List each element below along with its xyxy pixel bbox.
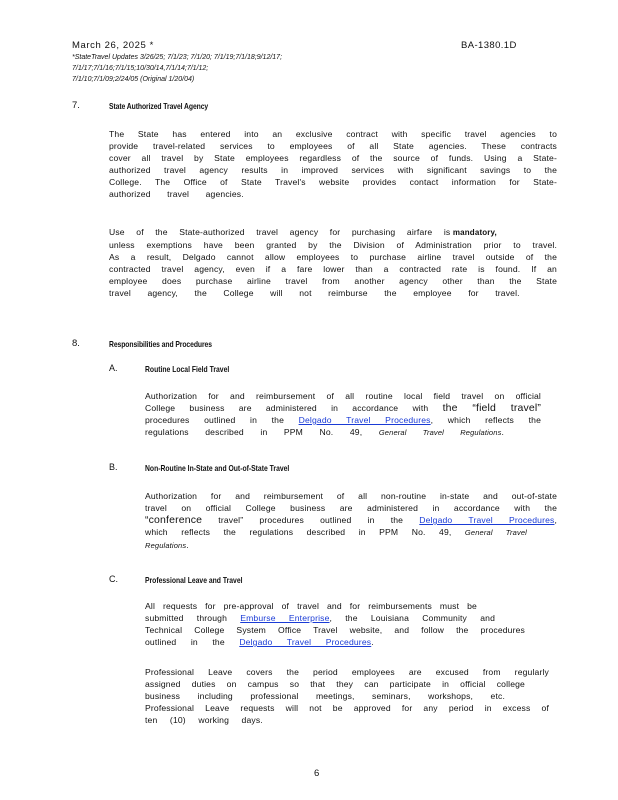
text-line: As a result, Delgado cannot allow employees to purchase airline travel outside of the bbox=[109, 252, 557, 262]
text-line: authorized travel agencies. bbox=[109, 189, 244, 199]
text-run: , which reflects the bbox=[430, 415, 542, 425]
text-run: Regulations bbox=[145, 541, 187, 550]
text-line: travel agency, the College will not reimburse the employee for travel. bbox=[109, 288, 520, 298]
text-line bbox=[145, 612, 525, 624]
section-7-paragraph-1 bbox=[109, 128, 557, 200]
subsection-b-title: Non-Routine In-State and Out-of-State Travel bbox=[145, 463, 290, 473]
emburse-enterprise-link[interactable]: Emburse Enterprise bbox=[240, 613, 330, 623]
text-line: employee does purchase airline travel from another agency other than the State bbox=[109, 276, 557, 286]
text-line: cover all travel by State employees regardless of the source of funds. Using a State- bbox=[109, 153, 557, 163]
delgado-travel-procedures-link[interactable]: Delgado Travel Procedures bbox=[419, 515, 555, 525]
text-line: Professional Leave requests will not be approved for any period in excess of bbox=[145, 703, 549, 713]
text-line bbox=[145, 514, 557, 526]
text-line: The State has entered into an exclusive contract with specific travel agencies to bbox=[109, 129, 557, 139]
subsection-c-title: Professional Leave and Travel bbox=[145, 575, 243, 585]
text-run: . bbox=[186, 540, 189, 550]
text-run: . bbox=[371, 637, 374, 647]
text-line: ten (10) working days. bbox=[145, 715, 263, 725]
text-run: regulations described in PPM No. 49, bbox=[145, 427, 363, 437]
text-line bbox=[145, 539, 557, 552]
page-number: 6 bbox=[314, 768, 320, 779]
text-line: College. The Office of State Travel's website provides contact information for State- bbox=[109, 177, 557, 187]
updates-line: 7/1/10;7/1/09;2/24/05 (Original 1/20/04) bbox=[72, 76, 195, 83]
text-line: unless exemptions have been granted by the Division of Administration prior to travel. bbox=[109, 240, 557, 250]
text-line: authorized travel agency results in improved services with significant savings to the bbox=[109, 165, 557, 175]
mandatory-emphasis: mandatory, bbox=[452, 228, 497, 237]
text-line bbox=[145, 636, 525, 648]
text-line: provide travel-related services to employees of all State agencies. These contracts bbox=[109, 141, 557, 151]
text-line: travel on official College business are administered in accordance with the bbox=[145, 503, 557, 513]
text-run: procedures outlined in the bbox=[145, 415, 284, 425]
text-run: General Travel bbox=[464, 528, 527, 537]
section-8-number: 8. bbox=[72, 338, 80, 349]
subsection-c-paragraph-2 bbox=[145, 666, 549, 726]
header-date: March 26, 2025 * bbox=[72, 40, 154, 51]
updates-line: 7/1/17;7/1/16;7/1/15;10/30/14,7/1/14;7/1/12; bbox=[72, 65, 209, 72]
text-run: outlined in the bbox=[145, 637, 225, 647]
delgado-travel-procedures-link[interactable]: Delgado Travel Procedures bbox=[298, 415, 431, 425]
text-run: , bbox=[554, 515, 558, 525]
header-updates bbox=[72, 52, 372, 85]
subsection-b-paragraph bbox=[145, 490, 557, 552]
subsection-a-paragraph bbox=[145, 390, 541, 439]
text-run: . bbox=[501, 427, 505, 437]
section-7-number: 7. bbox=[72, 100, 80, 111]
text-line bbox=[145, 414, 541, 426]
subsection-b-letter: B. bbox=[109, 462, 118, 472]
text-line bbox=[145, 426, 541, 439]
text-line: All requests for pre-approval of travel and for reimbursements must be bbox=[145, 601, 477, 611]
text-run: Use of the State-authorized travel agency for purchasing airfare is bbox=[109, 227, 451, 237]
text-line: contracted travel agency, even if a fare lower than a contracted rate is found. If an bbox=[109, 264, 557, 274]
text-run: travel” procedures outlined in the bbox=[218, 515, 404, 525]
text-run: “conference bbox=[145, 514, 203, 526]
text-run: submitted through bbox=[145, 613, 228, 623]
text-run: , the Louisiana Community and bbox=[329, 613, 495, 623]
section-8-title: Responsibilities and Procedures bbox=[109, 339, 212, 349]
text-line: assigned duties on campus so that they can participate in official college bbox=[145, 679, 525, 689]
text-line: Professional Leave covers the period employees are excused from regularly bbox=[145, 667, 549, 677]
text-line bbox=[145, 526, 557, 539]
subsection-c-letter: C. bbox=[109, 574, 118, 584]
text-line: business including professional meetings, seminars, workshops, etc. bbox=[145, 691, 505, 701]
text-line bbox=[109, 226, 557, 239]
text-run: General Travel Regulations bbox=[378, 428, 502, 437]
header-doc-number: BA-1380.1D bbox=[461, 40, 517, 51]
updates-line: *StateTravel Updates 3/26/25; 7/1/23; 7/1/20; 7/1/19;7/1/18;9/12/17; bbox=[72, 54, 283, 61]
subsection-a-title: Routine Local Field Travel bbox=[145, 364, 230, 374]
text-line: Authorization for and reimbursement of all non-routine in-state and out-of-state bbox=[145, 491, 557, 501]
text-line: Technical College System Office Travel website, and follow the procedures bbox=[145, 625, 525, 635]
delgado-travel-procedures-link[interactable]: Delgado Travel Procedures bbox=[239, 637, 372, 647]
text-run: the “field travel” bbox=[442, 402, 541, 414]
subsection-c-paragraph-1 bbox=[145, 600, 525, 648]
text-run: which reflects the regulations described in PPM No. 49, bbox=[145, 527, 452, 537]
text-run: College business are administered in accordance with bbox=[145, 403, 429, 413]
section-7-title: State Authorized Travel Agency bbox=[109, 101, 209, 111]
text-line: Authorization for and reimbursement of all routine local field travel on official bbox=[145, 391, 541, 401]
text-line bbox=[145, 402, 541, 414]
subsection-a-letter: A. bbox=[109, 363, 118, 373]
section-7-paragraph-2 bbox=[109, 226, 557, 299]
